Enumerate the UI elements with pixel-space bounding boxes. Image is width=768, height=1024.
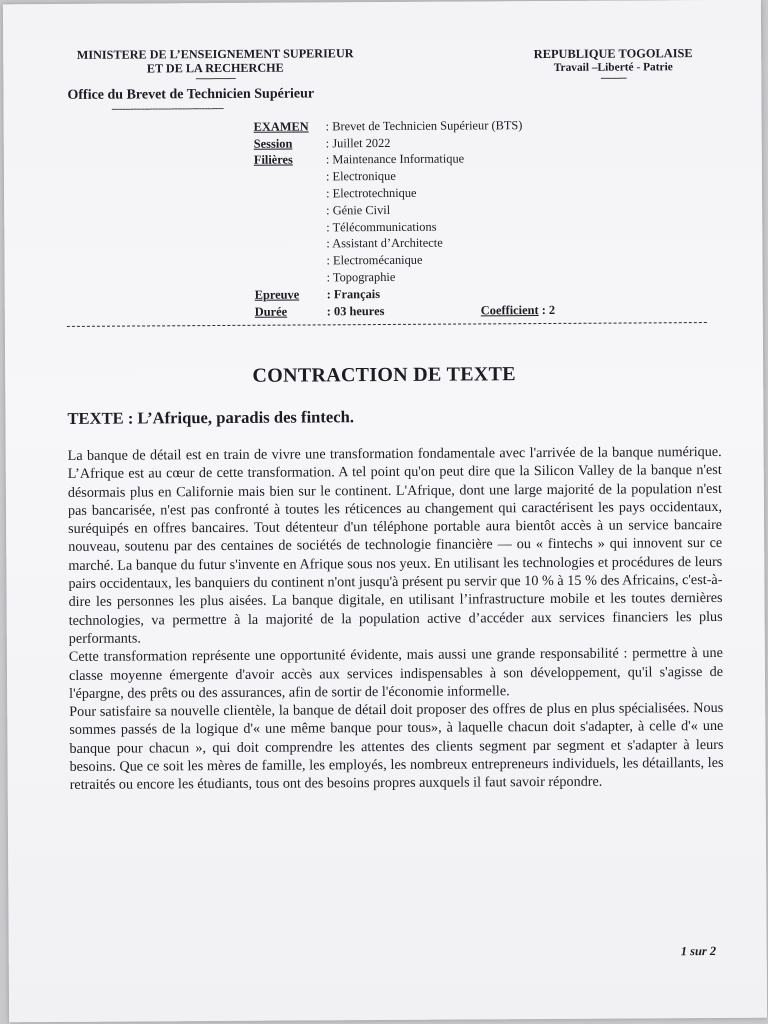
filieres-label: Filières	[253, 153, 293, 168]
epreuve-value: : Français	[326, 286, 381, 302]
filiere-item: : Génie Civil	[326, 202, 391, 218]
section-divider	[67, 322, 707, 327]
exam-page	[3, 0, 767, 1022]
filiere-item: : Electronique	[325, 169, 396, 184]
ministry-header	[65, 46, 365, 84]
ministry-divider: -----------------	[195, 72, 236, 85]
epreuve-label: Epreuve	[254, 287, 300, 302]
filiere-item: : Télécommunications	[326, 219, 437, 235]
paragraph: Pour satisfaire sa nouvelle clientèle, la banque de détail doit proposer des offres de plus en plus spécialisées. Nous sommes passés de la logique d'« une même banque pour tous», à laquelle chacun doit s'adapter, à celle d'« une banque pour chacun », qui doit comprendre les attentes des clients segment par segment et s'adapter à leurs besoins. Que ce soit les mères de famille, les employés, les nombreux entrepreneurs individuels, les détaillants, les retraités ou encore les étudiants, tous ont des besoins propres auxquels il faut savoir répondre.	[69, 700, 724, 794]
filiere-item: : Electromécanique	[326, 253, 423, 268]
office-divider: -----------------------------------------	[111, 102, 224, 115]
filiere-item: : Maintenance Informatique	[325, 151, 465, 167]
motto-divider: -----------	[600, 72, 627, 84]
ministry-line-1: MINISTERE DE L’ENSEIGNEMENT SUPERIEUR	[76, 46, 354, 62]
republic-header	[523, 46, 703, 83]
filiere-item: : Topographie	[326, 269, 396, 285]
exam-info-block	[254, 116, 657, 320]
paragraph: La banque de détail est en train de vivre une transformation fondamentale avec l'arrivée de la banque numérique. L’Afrique est au cœur de cette transformation. A tel point qu'on peut dire que la Silicon Valley de la banque n'est désormais plus en Californie mais bien sur le continent. L'Afrique, dont une large majorité de la population n'est pas bancarisée, n'est pas confronté à toutes les réticences au changement qui caractérisent les pays occidentaux, suréquipés en offres bancaires. Tout détenteur d'un téléphone portable aura bientôt accès à un service bancaire nouveau, soutenu par des centaines de sociétés de technologie financière — ou « fintechs » qui innovent sur ce marché. La banque du futur s'invente en Afrique sous nos yeux. En utilisant les technologies et procédures de leurs pairs occidentaux, les banquiers du continent n'ont jusqu'à présent pu servir que 10 % à 15 % des Africains, c'est-à-dire les personnes les plus aisées. La banque digitale, en utilisant l’infrastructure mobile et les toutes dernières technologies, va permettre à la majorité de la population active d’accéder aux services financiers les plus performants.	[67, 443, 723, 647]
session-value: : Juillet 2022	[325, 135, 391, 151]
coefficient-label: Coefficient	[480, 302, 539, 318]
page-number: 1 sur 2	[680, 943, 717, 959]
office-name: Office du Brevet de Technicien Supérieur	[67, 86, 315, 103]
paragraph: Cette transformation représente une opportunité évidente, mais aussi une grande responsabilité : permettre à une classe moyenne émergente d'avoir accès aux services indispensables à son développement, qu'il s'agisse de l'épargne, des prêts ou des assurances, afin de sortir de l'économie informelle.	[68, 645, 724, 702]
examen-label: EXAMEN	[253, 119, 309, 134]
duree-row	[255, 301, 657, 320]
text-body	[68, 443, 724, 795]
duree-label: Durée	[254, 304, 288, 319]
text-subtitle: TEXTE : L’Afrique, paradis des fintech.	[67, 407, 355, 428]
examen-value: : Brevet de Technicien Supérieur (BTS)	[325, 118, 523, 134]
filiere-item: : Electrotechnique	[326, 185, 417, 201]
duree-value: : 03 heures	[326, 303, 385, 319]
filiere-item: : Assistant d’Architecte	[326, 236, 443, 251]
coefficient-value: : 2	[538, 302, 556, 317]
document-title: CONTRACTION DE TEXTE	[252, 363, 516, 387]
republic-motto: Travail –Liberté - Patrie	[553, 61, 673, 74]
republic-name: REPUBLIQUE TOGOLAISE	[533, 46, 693, 62]
ministry-line-2: ET DE LA RECHERCHE	[146, 60, 284, 76]
session-label: Session	[253, 136, 293, 151]
coefficient	[481, 303, 555, 318]
